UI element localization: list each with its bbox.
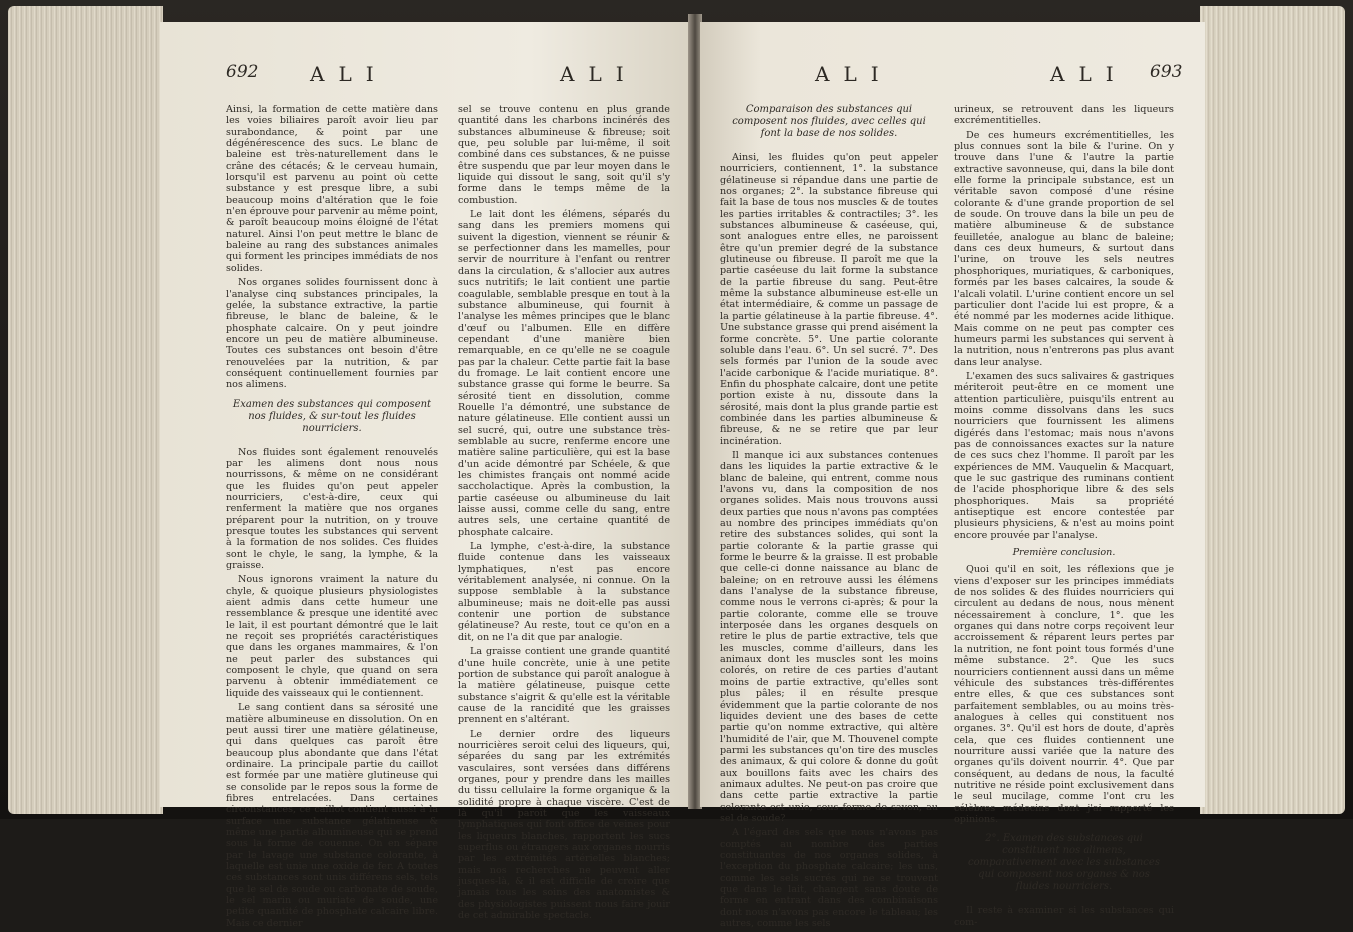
right-page-number: 693 (1150, 62, 1183, 82)
left-page-number: 692 (226, 62, 259, 82)
right-page (700, 22, 1205, 930)
right-running-head-2: ALI (1050, 62, 1128, 86)
paragraph: Nous ignorons vraiment la nature du chyle, & quoique plusieurs physiologistes aient admis dans cette humeur une ressemblance & presque une identité avec le lait, il est pourtant démontré que le lait ne reçoit ses propriétés caractéristiques que dans les organes mammaires, & l'on ne peut parler des substances qui composent le chyle, que quand on sera parvenu à obtenir immédiatement ce liquide des vaisseaux qui le contiennent. (226, 574, 438, 699)
left-running-head: ALI (310, 62, 388, 86)
section-subtitle: Première conclusion. (1012, 547, 1116, 559)
paragraph: Il reste à examiner si les substances qui com- (954, 905, 1174, 928)
right-column-2 (954, 104, 1174, 931)
paragraph: Il manque ici aux substances contenues dans les liquides la partie extractive & le blanc de baleine, qui entrent, comme nous l'avons vu, dans la composition de nos organes solides. Mais nous trouvons aussi deux parties que nous n'avons pas comptées au nombre des principes immédiats qu'on retire des substances solides, qui sont la partie colorante & la partie grasse qui forme le beurre & la graisse. Il est probable que celle-ci donne naissance au blanc de baleine; on en retrouve aussi les élémens dans l'analyse de la substance fibreuse, comme nous le verrons ci-après; & pour la partie colorante, comme elle se trouve interposée dans les organes desquels on retire le plus de partie extractive, tels que les muscles, comme d'ailleurs, dans les animaux dont les muscles sont les moins colorés, on retire de ces parties d'autant moins de partie extractive, qu'elles sont plus pâles; il en résulte presque évidemment que la partie colorante de nos liquides devient une des bases de cette partie qu'on nomme extractive, qui altère l'humidité de l'air, que M. Thouvenel compte parmi les substances qu'on tire des muscles des animaux, & qui colore & donne du goût aux bouillons faits avec les chairs des animaux adultes. Ne peut-on pas croire que dans cette partie extractive la partie colorante est unie, sous forme de savon, au sel de soude? (720, 449, 938, 824)
right-running-head: ALI (815, 62, 893, 86)
section-title: Comparaison des substances qui composent nos fluides, avec celles qui font la base de nos solides. (732, 104, 926, 139)
paragraph: Quoi qu'il en soit, les réflexions que je viens d'exposer sur les principes immédiats de nos solides & des fluides nourriciers qui circulent au dedans de nous, nous mènent nécessairement à conclure, 1°. que les organes qui dans notre corps reçoivent leur accroissement & réparent leurs pertes par la nutrition, ne font point tous formés d'une même substance. 2°. Que les sucs nourriciers contiennent aussi dans un même véhicule des substances très-différentes entre elles, & que ces substances sont parfaitement semblables, ou au moins très-analogues à celles qui constituent nos organes. 3°. Qu'il est hors de doute, d'après cela, que ces fluides contiennent une nourriture aussi variée que la nature des organes qu'ils doivent nourrir. 4°. Que par conséquent, au dedans de nous, la faculté nutritive ne réside point exclusivement dans le seul mucilage, comme l'ont cru les célèbres médecins dont j'ai rapporté les opinions. (954, 564, 1174, 825)
left-page (160, 22, 690, 929)
paragraph: Nos fluides sont également renouvelés par les alimens dont nous nous nourrissons, & même on ne considérant que les fluides qu'on peut appeler nourriciers, c'est-à-dire, ceux qui renferment la matière que nos organes préparent pour la nutrition, on y trouve presque toutes les substances qui servent à la formation de nos solides. Ces fluides sont le chyle, le sang, la lymphe, & la graisse. (226, 446, 438, 572)
paragraph: A l'égard des sels que nous n'avons pas comptés au nombre des parties constituantes de nos organes solides, à l'exception du phosphate calcaire; les uns, comme les sels sucrés qui ne se trouvent que dans le lait, changent sans doute de forme en entrant dans des combinaisons dont nous n'avons pas encore le tableau; les autres, comme les sels (720, 827, 938, 930)
left-column-2 (458, 104, 670, 924)
section-title: 2°. Examen des substances qui constituent nos alimens, comparativement avec les substances qui composent nos organes & nos fluides nourriciers. (968, 833, 1160, 893)
paragraph: Le dernier ordre des liqueurs nourricières seroit celui des liqueurs, qui, séparées du sang par les extrémités vasculaires, sont versées dans différens organes, pour y prendre dans les mailles du tissu cellulaire la forme organique & la solidité propre à chaque viscère. C'est de là qu'il paroît que les vaisseaux lymphatiques qui font office de veines pour les liqueurs blanches, rapportent les sucs superflus ou étrangers aux organes nourris par les extrémités artérielles blanches; mais nos recherches ne peuvent aller jusques-là, & il est difficile de croire que jamais tous les soins des anatomistes & des physiologistes puissent nous faire jouir de cet admirable spectacle. (458, 728, 670, 922)
left-column-1 (226, 104, 438, 932)
section-title: Examen des substances qui composent nos fluides, & sur-tout les fluides nourriciers. (232, 398, 432, 434)
left-page-edges (8, 6, 163, 814)
left-running-head-2: ALI (560, 62, 638, 86)
paragraph: Ainsi, les fluides qu'on peut appeler nourriciers, contiennent, 1°. la substance gélatineuse si répandue dans une partie de nos organes; 2°. la substance fibreuse qui fait la base de tous nos muscles & de toutes les parties irritables & contractiles; 3°. les substances albumineuse & caséeuse, qui, sont analogues entre elles, ne paroissent être qu'un premier degré de la substance glutineuse ou fibreuse. Il paroît me que la partie caséeuse du lait forme la substance de la partie fibreuse du sang. Peut-être même la substance albumineuse est-elle un état intermédiaire, & comme un passage de la partie gélatineuse à la partie fibreuse. 4°. Une substance grasse qui prend aisément la forme concrète. 5°. Une partie colorante soluble dans l'eau. 6°. Un sel sucré. 7°. Des sels formés par l'union de la soude avec l'acide carbonique & l'acide muriatique. 8°. Enfin du phosphate calcaire, dont une petite portion existe à nu, dissoute dans la sérosité, mais dont la plus grande partie est combinée dans les parties albumineuse & fibreuse, & ne se retire que par leur incinération. (720, 152, 938, 447)
right-page-edges (1200, 6, 1345, 814)
paragraph: Le lait dont les élémens, séparés du sang dans les premiers momens qui suivent la digestion, viennent se réunir & se perfectionner dans les mamelles, pour servir de nourriture à l'enfant ou rentrer dans la circulation, & s'allocier aux autres sucs nutritifs; le lait contient une partie coagulable, semblable presque en tout à la substance albumineuse, qui fournit à l'analyse les mêmes principes que le blanc d'œuf ou l'albumen. Elle en diffère cependant d'une manière bien remarquable, en ce qu'elle ne se coagule pas par la chaleur. Cette partie fait la base du fromage. Le lait contient encore une substance grasse qui forme le beurre. Sa sérosité tient en dissolution, comme Rouelle l'a démontré, une substance de nature gélatineuse. Elle contient aussi un sel sucré, qui, outre une substance très-semblable au sucre, renferme encore une matière saline particulière, qui est la base d'un acide démontré par Schéele, & que les chimistes français ont nommé acide saccholactique. Après la combustion, la partie caséeuse ou albumineuse du lait laisse aussi, comme celle du sang, entre autres sels, une certaine quantité de phosphate calcaire. (458, 209, 670, 538)
paragraph: Ainsi, la formation de cette matière dans les voies biliaires paroît avoir lieu par surabondance, & point par une dégénérescence des sucs. Le blanc de baleine est très-naturellement dans le crâne des cétacés; & le cerveau humain, lorsqu'il est parvenu au point où cette substance y est presque libre, a subi beaucoup moins d'altération que le foie n'en éprouve pour parvenir au même point, & paroît beaucoup moins éloigné de l'état naturel. Ainsi l'on peut mettre le blanc de baleine au rang des substances animales qui forment les principes immédiats de nos solides. (226, 104, 439, 274)
right-column-1 (720, 104, 938, 932)
paragraph: urineux, se retrouvent dans les liqueurs excrémentitielles. (954, 104, 1174, 127)
paragraph: sel se trouve contenu en plus grande quantité dans les charbons incinérés des substances albumineuse & fibreuse; soit que, peu soluble par lui-même, il soit combiné dans ces substances, & ne puisse être suspendu que par leur moyen dans le liquide qui dissout le sang, soit qu'il s'y forme dans le temps même de la combustion. (458, 104, 670, 206)
paragraph: La lymphe, c'est-à-dire, la substance fluide contenue dans les vaisseaux lymphatiques, n'est pas encore véritablement analysée, ni connue. On la suppose semblable à la substance albumineuse; mais ne doit-elle pas aussi contenir une portion de substance gélatineuse? Au reste, tout ce qu'on en a dit, on ne l'a dit que par analogie. (458, 541, 670, 643)
paragraph: Nos organes solides fournissent donc à l'analyse cinq substances principales, la gelée, la substance extractive, la partie fibreuse, le blanc de baleine, & le phosphate calcaire. On y peut joindre encore un peu de matière albumineuse. Toutes ces substances ont besoin d'être renouvelées par la nutrition, & par conséquent continuellement fournies par nos alimens. (226, 277, 438, 391)
paragraph: De ces humeurs excrémentitielles, les plus connues sont la bile & l'urine. On y trouve dans l'une & l'autre la partie extractive savonneuse, qui, dans la bile dont elle forme la principale substance, est un véritable savon composé d'une résine colorante & d'une grande proportion de sel de soude. On trouve dans la bile un peu de matière albumineuse & de substance feuilletée, analogue au blanc de baleine; dans ces deux humeurs, & surtout dans l'urine, on trouve les sels neutres phosphoriques, muriatiques, & carboniques, formés par les bases calcaires, la soude & l'alcali volatil. L'urine contient encore un sel particulier dont l'acide lui est propre, & a été nommé par les modernes acide lithique. Mais comme on ne peut pas compter ces humeurs parmi les substances qui servent à la nutrition, nous n'entrerons pas plus avant dans leur analyse. (954, 129, 1174, 368)
paragraph: L'examen des sucs salivaires & gastriques mériteroit peut-être en ce moment une attention particulière, puisqu'ils entrent au moins comme dissolvans dans les sucs nourriciers que fournissent les alimens digérés dans l'estomac; mais nous n'avons pas de connoissances exactes sur la nature de ces sucs chez l'homme. Il paroît par les expériences de MM. Vauquelin & Macquart, que le suc gastrique des ruminans contient de l'acide phosphorique libre & des sels phosphoriques. Mais sa propriété antiseptique est encore contestée par plusieurs physiciens, & n'est au moins point encore prouvée par l'analyse. (954, 370, 1174, 541)
paragraph: Le sang contient dans sa sérosité une matière albumineuse en dissolution. On en peut aussi tirer une matière gélatineuse, qui dans quelques cas paroît être beaucoup plus abondante que dans l'état ordinaire. La principale partie du caillot est formée par une matière glutineuse qui se consolide par le repos sous la forme de fibres entrelacées. Dans certaines circonstances, ce caillot contient aussi à la surface une substance gélatineuse & même une partie albumineuse qui se prend sous la forme de couenne. On en sépare par le lavage une substance colorante, à laquelle est unie une oxide de fer. A toutes ces substances sont unis différens sels, tels que le sel de soude ou carbonate de soude, le sel marin ou muriate de soude, une petite quantité de phosphate calcaire libre. Mais ce dernier (226, 702, 438, 929)
paragraph: La graisse contient une grande quantité d'une huile concrète, unie à une petite portion de substance qui paroît analogue à la matière gélatineuse, puisque cette substance s'aigrit & qu'elle est la véritable cause de la rancidité que les graisses prennent en s'altérant. (458, 646, 670, 726)
